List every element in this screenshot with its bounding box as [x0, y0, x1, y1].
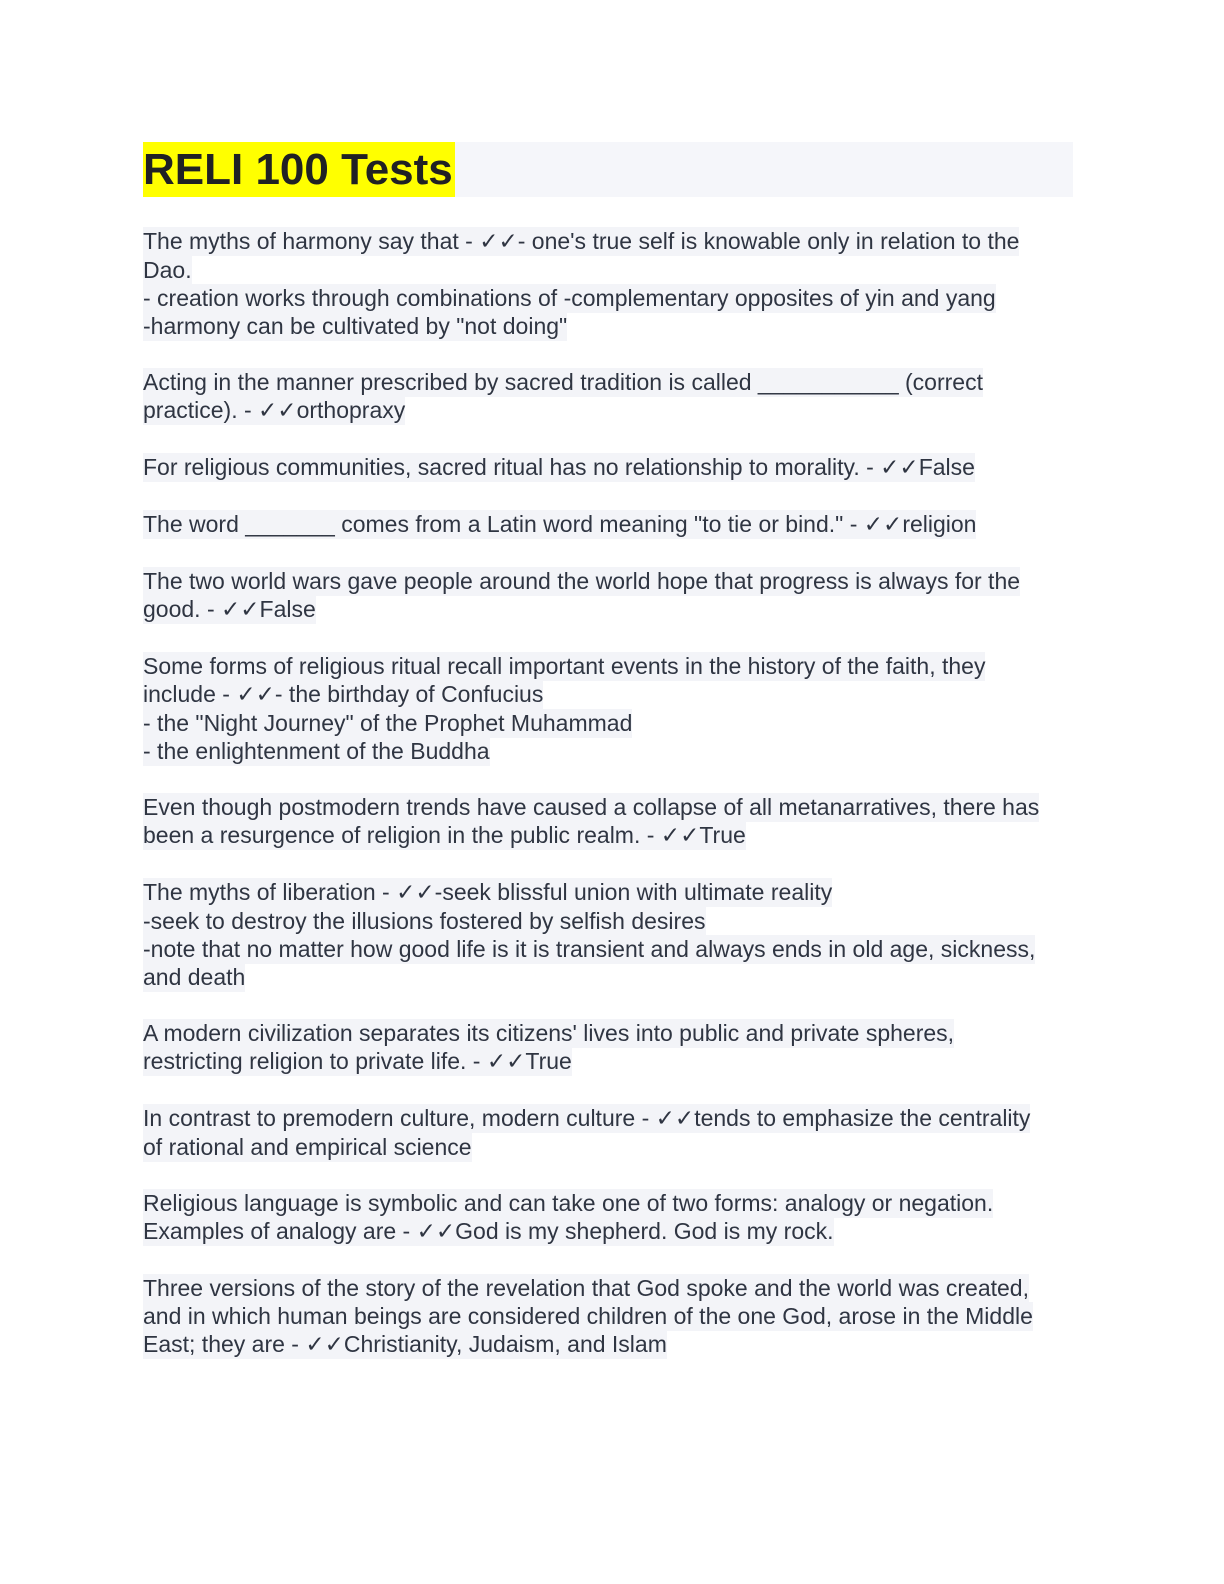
text-segment: - the "Night Journey" of the Prophet Muhammad [143, 710, 633, 736]
title-row [143, 142, 1073, 197]
question-line [143, 567, 1073, 595]
question-line [143, 1019, 1073, 1047]
line-text [143, 312, 567, 341]
question-line [143, 821, 1073, 850]
text-segment: -harmony can be cultivated by "not doing" [143, 313, 568, 339]
question-line [143, 737, 1073, 765]
question-line [143, 510, 1073, 539]
text-segment: True [699, 822, 746, 848]
document-title: RELI 100 Tests [143, 142, 455, 197]
text-segment: A modern civilization separates its citizens' lives into public and private spheres, [143, 1020, 955, 1046]
question-line [143, 368, 1073, 396]
text-segment: God is my shepherd. God is my rock. [455, 1218, 834, 1244]
question-line [143, 652, 1073, 680]
question-line [143, 793, 1073, 821]
text-segment: Dao. [143, 257, 192, 283]
line-text [143, 709, 632, 738]
text-segment: Acting in the manner prescribed by sacred tradition is called ___________ (correct [143, 369, 983, 395]
question-line [143, 312, 1073, 340]
question-item [143, 1104, 1073, 1161]
text-segment: include - [143, 681, 237, 707]
text-segment: good. - [143, 596, 221, 622]
question-item [143, 368, 1073, 425]
question-line [143, 284, 1073, 312]
question-item [143, 1189, 1073, 1246]
question-line [143, 709, 1073, 737]
question-line [143, 1189, 1073, 1217]
question-line [143, 1217, 1073, 1246]
text-segment: False [918, 454, 975, 480]
question-line [143, 1133, 1073, 1161]
line-text [143, 1189, 993, 1218]
question-line [143, 1104, 1073, 1133]
question-item [143, 510, 1073, 539]
double-check-icon: ✓✓ [655, 1106, 695, 1132]
double-check-icon: ✓✓ [258, 398, 297, 424]
text-segment: Three versions of the story of the revelation that God spoke and the world was created, [143, 1275, 1029, 1301]
text-segment: been a resurgence of religion in the public realm. - [143, 822, 661, 848]
line-text [143, 453, 975, 482]
line-text [143, 1330, 667, 1359]
text-segment: The myths of liberation - [143, 879, 397, 905]
question-line [143, 256, 1073, 284]
line-text [143, 680, 543, 709]
question-item [143, 652, 1073, 765]
text-segment: and death [143, 964, 246, 990]
line-text [143, 595, 316, 624]
text-segment: and in which human beings are considered children of the one God, arose in the Middle [143, 1303, 1033, 1329]
question-line [143, 1274, 1073, 1302]
text-segment: restricting religion to private life. - [143, 1048, 487, 1074]
text-segment: of rational and empirical science [143, 1134, 472, 1160]
question-line [143, 963, 1073, 991]
text-segment: - the enlightenment of the Buddha [143, 738, 490, 764]
text-segment: - creation works through combinations of -complementary opposites of yin and yang [143, 285, 996, 311]
line-text [143, 793, 1039, 822]
question-list [143, 227, 1073, 1359]
line-text [143, 1302, 1033, 1331]
double-check-icon: ✓✓ [863, 512, 903, 538]
question-item [143, 1019, 1073, 1076]
question-line [143, 878, 1073, 907]
line-text [143, 652, 985, 681]
text-segment: The word _______ comes from a Latin word meaning "to tie or bind." - [143, 511, 864, 537]
text-segment: East; they are - [143, 1331, 306, 1357]
line-text [143, 567, 1020, 596]
line-text [143, 1104, 1030, 1133]
question-line [143, 1047, 1073, 1076]
text-segment: - the birthday of Confucius [274, 681, 544, 707]
text-segment: True [525, 1048, 572, 1074]
question-item [143, 1274, 1073, 1359]
line-text [143, 510, 976, 539]
text-segment: False [259, 596, 316, 622]
text-segment: practice). - [143, 397, 259, 423]
double-check-icon: ✓✓ [880, 455, 919, 481]
text-segment: For religious communities, sacred ritual has no relationship to morality. - [143, 454, 881, 480]
line-text [143, 737, 490, 766]
line-text [143, 1047, 572, 1076]
text-segment: religion [902, 511, 977, 537]
text-segment: The two world wars gave people around the world hope that progress is always for the [143, 568, 1021, 594]
text-segment: The myths of harmony say that - [143, 228, 480, 254]
question-line [143, 1302, 1073, 1330]
line-text [143, 256, 192, 285]
question-item [143, 567, 1073, 624]
text-segment: Religious language is symbolic and can take one of two forms: analogy or negation. [143, 1190, 994, 1216]
text-segment: Some forms of religious ritual recall important events in the history of the faith, they [143, 653, 986, 679]
double-check-icon: ✓✓ [221, 597, 260, 623]
text-segment: -seek blissful union with ultimate reality [434, 879, 833, 905]
text-segment: Examples of analogy are - [143, 1218, 417, 1244]
double-check-icon: ✓✓ [486, 1049, 526, 1075]
document-page [143, 142, 1073, 1387]
double-check-icon: ✓✓ [236, 682, 275, 708]
double-check-icon: ✓✓ [305, 1332, 344, 1358]
double-check-icon: ✓✓ [660, 823, 700, 849]
question-item [143, 227, 1073, 340]
line-text [143, 1133, 472, 1162]
line-text [143, 227, 1019, 256]
question-item [143, 793, 1073, 850]
text-segment: Christianity, Judaism, and Islam [343, 1331, 667, 1357]
text-segment: -seek to destroy the illusions fostered by selfish desires [143, 908, 706, 934]
question-line [143, 595, 1073, 624]
text-segment: orthopraxy [296, 397, 406, 423]
text-segment: In contrast to premodern culture, modern culture - [143, 1105, 656, 1131]
double-check-icon: ✓✓ [396, 880, 435, 906]
question-line [143, 935, 1073, 963]
question-line [143, 680, 1073, 709]
question-line [143, 396, 1073, 425]
question-item [143, 878, 1073, 991]
line-text [143, 821, 746, 850]
text-segment: - one's true self is knowable only in relation to the [517, 228, 1020, 254]
line-text [143, 1217, 834, 1246]
question-line [143, 1330, 1073, 1359]
double-check-icon: ✓✓ [416, 1219, 456, 1245]
question-line [143, 227, 1073, 256]
line-text [143, 284, 996, 313]
line-text [143, 396, 405, 425]
text-segment: Even though postmodern trends have caused a collapse of all metanarratives, there has [143, 794, 1040, 820]
line-text [143, 878, 832, 907]
line-text [143, 963, 245, 992]
line-text [143, 1019, 954, 1048]
question-line [143, 453, 1073, 482]
line-text [143, 368, 983, 397]
question-line [143, 907, 1073, 935]
double-check-icon: ✓✓ [479, 229, 518, 255]
text-segment: tends to emphasize the centrality [694, 1105, 1031, 1131]
line-text [143, 1274, 1029, 1303]
question-item [143, 453, 1073, 482]
text-segment: -note that no matter how good life is it is transient and always ends in old age, sickness, [143, 936, 1036, 962]
line-text [143, 907, 706, 936]
line-text [143, 935, 1035, 964]
